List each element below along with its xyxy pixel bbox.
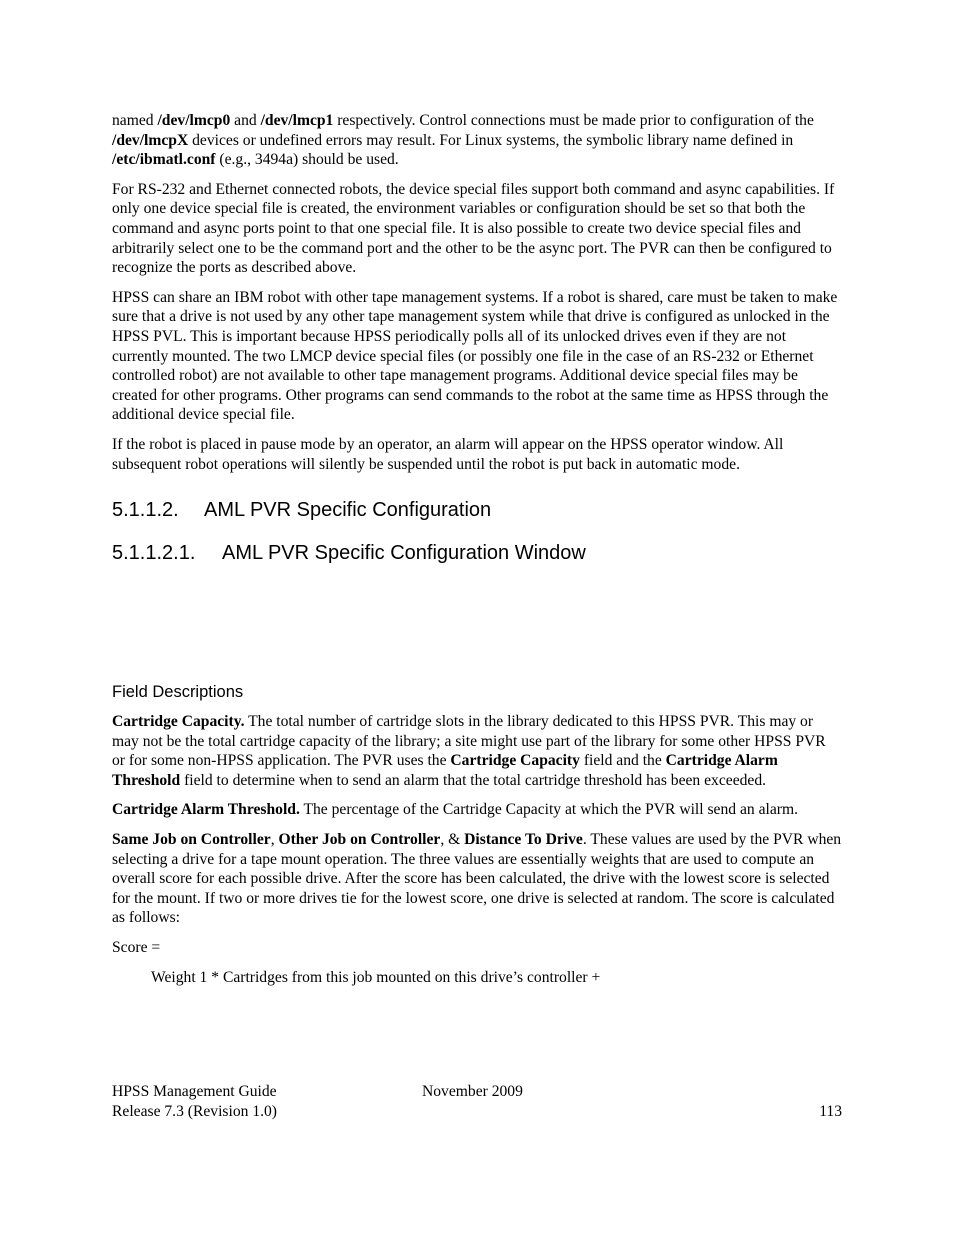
subsection-title: AML PVR Specific Configuration Window: [222, 542, 586, 564]
field-descriptions-section: [112, 712, 842, 997]
field-cartridge-capacity: Cartridge Capacity. The total number of cartridge slots in the library dedicated to this HPSS PVR. This may or may not be the total cartridge capacity of the library; a site might use part of the library for some other HPSS PVR or for some non-HPSS application. The PVR uses the Cartridge Capacity field and the Cartridge Alarm Threshold field to determine when to send an alarm that the total cartridge threshold has been exceeded.: [112, 713, 826, 789]
bold-term: Cartridge Alarm Threshold.: [112, 801, 300, 819]
section-heading-aml-config: [112, 498, 491, 522]
footer-release: Release 7.3 (Revision 1.0): [112, 1103, 277, 1120]
footer-date: November 2009: [422, 1083, 523, 1100]
bold-term: Same Job on Controller: [112, 830, 271, 848]
intro-paragraph-4: If the robot is placed in pause mode by an operator, an alarm will appear on the HPSS operator window. All subsequent robot operations will silently be suspended until the robot is put back in automatic mode.: [112, 435, 784, 473]
bold-term: Cartridge Capacity.: [112, 713, 245, 730]
bold-term: Cartridge Capacity: [450, 752, 580, 770]
section-heading-aml-config-window: [112, 541, 586, 565]
section-title: AML PVR Specific Configuration: [204, 499, 492, 521]
intro-paragraph-2: For RS-232 and Ethernet connected robots, the device special files support both command and async capabilities. If only one device special file is created, the environment variables or configuration should be set so that both the command and async ports point to that one special file. It is also possible to create two device special files and arbitrarily select one to be the command port and the other to be the async port. The PVR can then be configured to recognize the ports as described above.: [112, 180, 835, 277]
intro-section: [112, 111, 842, 484]
footer-left: [112, 1082, 277, 1122]
score-label: Score =: [112, 938, 161, 956]
bold-term: Cartridge Alarm Threshold: [112, 752, 778, 789]
footer-guide-title: HPSS Management Guide: [112, 1083, 277, 1100]
intro-paragraph-3: HPSS can share an IBM robot with other tape management systems. If a robot is shared, care must be taken to make sure that a drive is not used by any other tape management system while that drive is configured as unlocked in the HPSS PVL. This is important because HPSS periodically polls all of its unlocked drives even if they are not currently mounted. The two LMCP device special files (or possibly one file in the case of an RS-232 or Ethernet controlled robot) are not available to other tape management programs. Additional device special files may be created for other programs. Other programs can send commands to the robot at the same time as HPSS through the additional device special file.: [112, 288, 838, 424]
field-cartridge-alarm-threshold: Cartridge Alarm Threshold. The percentage of the Cartridge Capacity at which the PVR will send an alarm.: [112, 801, 798, 819]
intro-paragraph-1: named /dev/lmcp0 and /dev/lmcp1 respectively. Control connections must be made prior to configuration of the /dev/lmcpX devices or undefined errors may result. For Linux systems, the symbolic library name defined in /etc/ibmatl.conf (e.g., 3494a) should be used.: [112, 112, 814, 169]
section-number: 5.1.1.2.: [112, 499, 179, 521]
subsection-number: 5.1.1.2.1.: [112, 542, 196, 564]
field-descriptions-heading: Field Descriptions: [112, 683, 244, 701]
field-job-weights: Same Job on Controller, Other Job on Controller, & Distance To Drive. These values are used by the PVR when selecting a drive for a tape mount operation. The three values are essentially weights that are used to compute an overall score for each possible drive. After the score has been calculated, the drive with the lowest score is selected for the mount. If two or more drives tie for the lowest score, one drive is selected at random. The score is calculated as follows:: [112, 830, 842, 927]
score-weight-1: Weight 1 * Cartridges from this job mounted on this drive’s controller +: [151, 968, 601, 986]
bold-term: /dev/lmcp0: [157, 112, 231, 129]
bold-term: Other Job on Controller: [278, 830, 441, 848]
bold-term: /dev/lmcp1: [260, 112, 334, 129]
bold-term: /etc/ibmatl.conf: [112, 151, 216, 169]
footer-page-number: 113: [819, 1103, 842, 1120]
bold-term: /dev/lmcpX: [112, 131, 189, 149]
bold-term: Distance To Drive: [464, 830, 583, 848]
